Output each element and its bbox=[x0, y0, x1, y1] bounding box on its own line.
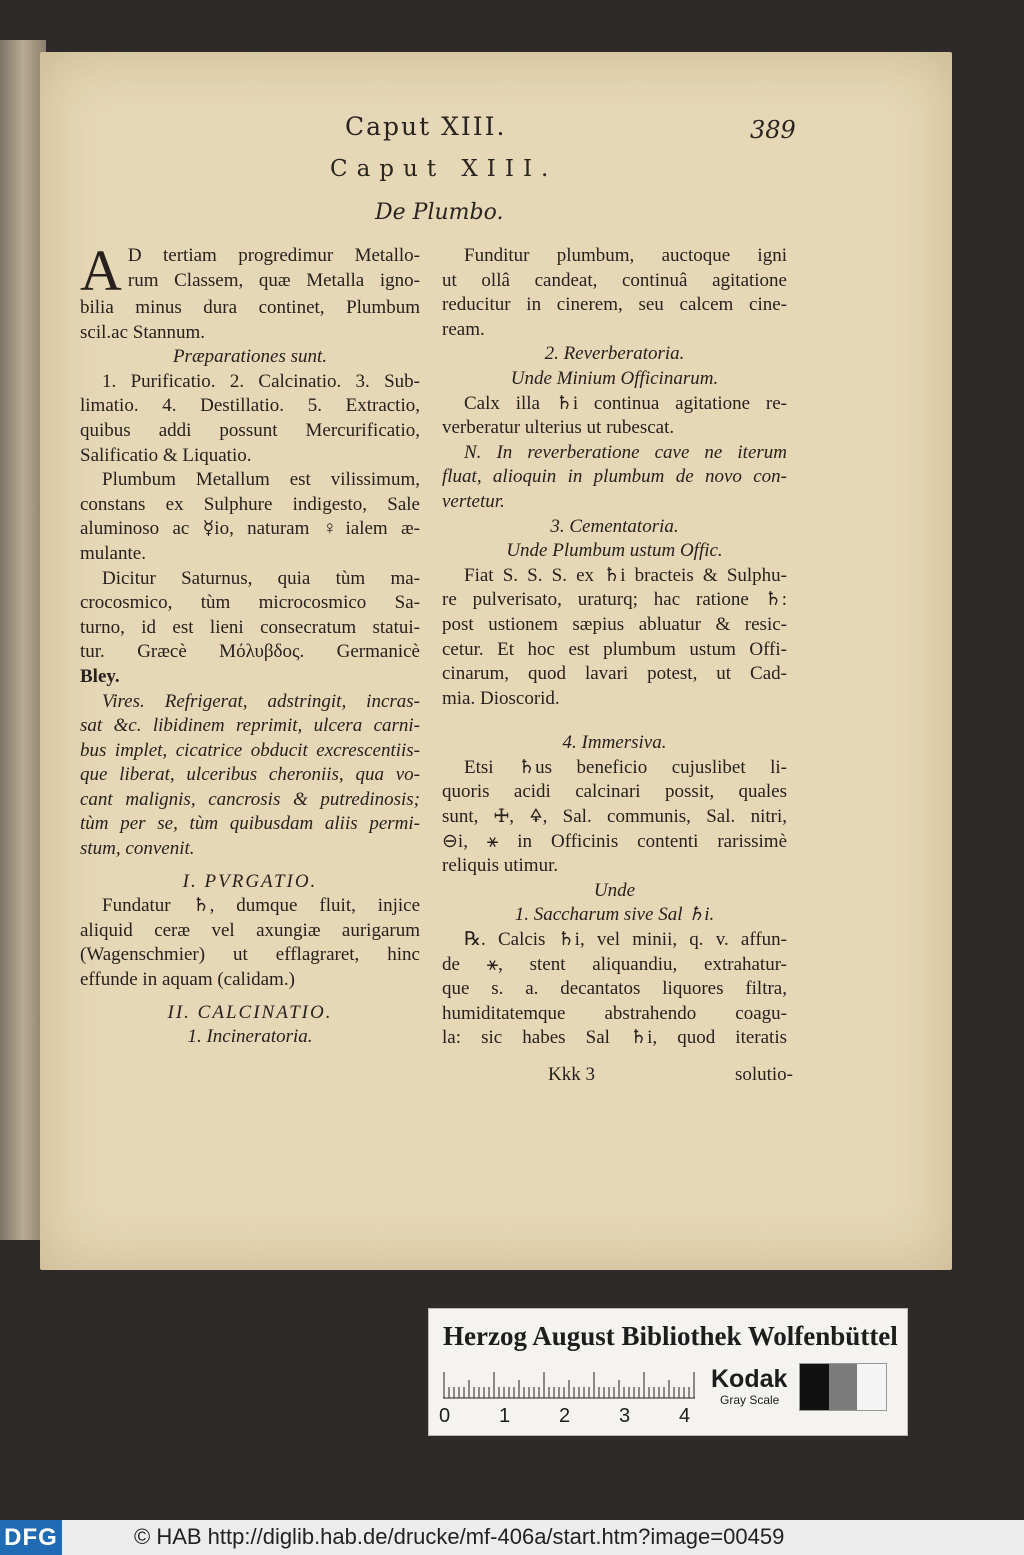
text-line: vertetur. bbox=[442, 490, 505, 512]
text-line: humiditatemque abstrahendo coagu- bbox=[442, 1002, 787, 1024]
text-line: effunde in aquam (calidam.) bbox=[80, 969, 295, 991]
text-line: Plumbum Metallum est vilissimum, bbox=[102, 469, 420, 491]
text-line: sunt, 🜊, 🜍, Sal. communis, Sal. nitri, bbox=[442, 806, 787, 828]
text-line: que s. a. decantatos liquores filtra, bbox=[442, 978, 787, 1000]
opening-paragraph bbox=[80, 238, 420, 345]
text-line: mia. Dioscorid. bbox=[442, 687, 560, 709]
signature-mark: Kkk 3 bbox=[548, 1064, 595, 1085]
text-line: reducitur in cinerem, seu calcem cine- bbox=[442, 294, 787, 316]
text-line: Etsi ♄us beneficio cujuslibet li- bbox=[464, 756, 787, 778]
text-line: (Wagenschmier) ut efflagraret, hinc bbox=[80, 944, 420, 966]
gray-swatches bbox=[799, 1363, 887, 1411]
ruler-number: 1 bbox=[499, 1405, 511, 1427]
subheading: Præparationes sunt. bbox=[172, 346, 328, 368]
text-line: crocosmico, tùm microcosmico Sa- bbox=[80, 592, 420, 614]
text-line: quibus addi possunt Mercurificatio, bbox=[80, 419, 420, 441]
text-line: la: sic habes Sal ♄i, quod iteratis bbox=[442, 1027, 787, 1049]
text-line: Dicitur Saturnus, quia tùm ma- bbox=[102, 567, 420, 589]
text-line: ⊖i, ⚹ in Officinis contenti rarissimè bbox=[442, 830, 787, 852]
ruler-numbers bbox=[439, 1405, 699, 1429]
chapter-title: Caput XIII. bbox=[330, 156, 558, 182]
subheading: 2. Reverberatoria. bbox=[544, 343, 685, 365]
catchword: solutio- bbox=[734, 1064, 793, 1085]
subheading: Unde Plumbum ustum Offic. bbox=[506, 540, 723, 562]
text-line: turno, id est lieni consecratum statui- bbox=[80, 616, 420, 638]
swatch-gray bbox=[829, 1364, 858, 1410]
text-line: aliquid ceræ vel axungiæ aurigarum bbox=[80, 919, 420, 941]
ruler-scale bbox=[443, 1369, 695, 1399]
subheading: 3. Cementatoria. bbox=[550, 515, 679, 537]
text-line: quoris acidi calcinari possit, quales bbox=[442, 781, 787, 803]
section-title: De Plumbo. bbox=[375, 200, 504, 225]
text-line: de ⚹, stent aliquandiu, extrahatur- bbox=[442, 953, 787, 975]
text-line: cetur. Et hoc est plumbum ustum Offi- bbox=[442, 638, 787, 660]
text-line: constans ex Sulphure indigesto, Sale bbox=[80, 493, 420, 515]
subheading: Unde Minium Officinarum. bbox=[510, 367, 719, 389]
swatch-black bbox=[800, 1364, 829, 1410]
text-line: Vires. Refrigerat, adstringit, incras- bbox=[102, 690, 420, 712]
text-line: fluat, alioquin in plumbum de novo con- bbox=[442, 466, 787, 488]
page-number: 389 bbox=[750, 116, 796, 144]
text-line: ℞. Calcis ♄i, vel minii, q. v. affun- bbox=[464, 929, 787, 951]
text-line: D tertiam progredimur Metallo- bbox=[127, 245, 420, 266]
text-line: N. In reverberatione cave ne iterum bbox=[464, 441, 787, 463]
text-line: re pulverisato, uraturq; hac ratione ♄: bbox=[442, 589, 787, 611]
text-line: cinarum, quod lavari potest, ut Cad- bbox=[442, 663, 787, 685]
ruler-number: 4 bbox=[679, 1405, 691, 1427]
subheading: I. PVRGATIO. bbox=[182, 870, 318, 892]
text-line: rum Classem, quæ Metalla igno- bbox=[127, 269, 420, 291]
text-line: Calx illa ♄i continua agitatione re- bbox=[464, 392, 787, 414]
institution-name: Herzog August Bibliothek Wolfenbüttel bbox=[443, 1321, 898, 1351]
ruler-number: 0 bbox=[439, 1405, 451, 1427]
text-line: bilia minus dura continet, Plumbum bbox=[80, 297, 420, 318]
text-line: tur. Græcè Μόλυβδος. Germanicè bbox=[80, 641, 420, 663]
swatch-white bbox=[857, 1364, 886, 1410]
subheading: 4. Immersiva. bbox=[562, 732, 667, 754]
text-line: cant malignis, cancrosis & putredinosis; bbox=[80, 788, 420, 810]
text-line: que liberat, ulceribus cheroniis, qua vo- bbox=[80, 764, 420, 786]
text-line: Fiat S. S. S. ex ♄i bracteis & Sulphu- bbox=[464, 564, 787, 586]
left-text-column bbox=[80, 238, 420, 1050]
text-line: ut ollâ candeat, continuâ agitatione bbox=[442, 269, 787, 291]
text-line: sat &c. libidinem reprimit, ulcera carni- bbox=[80, 715, 420, 737]
text-line: bus implet, cicatrice obducit excrescentiis- bbox=[80, 739, 420, 761]
subheading: 1. Saccharum sive Sal ♄i. bbox=[514, 904, 715, 926]
footer-credit-link[interactable]: © HAB http://diglib.hab.de/drucke/mf-406a/start.htm?image=00459 bbox=[134, 1524, 785, 1549]
ruler-number: 2 bbox=[559, 1405, 571, 1427]
text-line: reliquis utimur. bbox=[442, 855, 559, 877]
text-line: post ustionem sæpius abluatur & resic- bbox=[442, 613, 787, 635]
drop-cap: A bbox=[80, 238, 122, 303]
text-line: aluminoso ac ☿io, naturam ♀ialem æ- bbox=[80, 518, 420, 540]
text-line: Funditur plumbum, auctoque igni bbox=[464, 245, 787, 266]
kodak-logo: Kodak bbox=[711, 1365, 788, 1393]
text-line: 1. Purificatio. 2. Calcinatio. 3. Sub- bbox=[102, 370, 420, 392]
text-line: scil.ac Stannum. bbox=[80, 321, 206, 343]
gray-scale-label: Gray Scale bbox=[720, 1393, 780, 1407]
text-line: verberatur ulterius ut rubescat. bbox=[442, 417, 675, 439]
scale-card bbox=[428, 1308, 908, 1436]
subheading: 1. Incineratoria. bbox=[187, 1026, 313, 1048]
text-line: Salificatio & Liquatio. bbox=[80, 444, 252, 466]
subheading: II. CALCINATIO. bbox=[167, 1001, 333, 1023]
text-line: tùm per se, tùm quibusdam aliis permi- bbox=[80, 813, 420, 835]
text-line: Bley. bbox=[80, 665, 120, 687]
text-line: Fundatur ♄, dumque fluit, injice bbox=[102, 895, 420, 917]
text-line: stum, convenit. bbox=[80, 838, 195, 860]
dfg-logo: DFG bbox=[0, 1520, 62, 1555]
right-text-column bbox=[442, 244, 787, 1051]
text-line: mulante. bbox=[80, 542, 146, 564]
ruler-number: 3 bbox=[619, 1405, 631, 1427]
text-line: ream. bbox=[442, 318, 485, 340]
text-line: limatio. 4. Destillatio. 5. Extractio, bbox=[80, 395, 420, 417]
subheading: Unde bbox=[593, 879, 636, 901]
running-head: Caput XIII. bbox=[345, 112, 507, 141]
